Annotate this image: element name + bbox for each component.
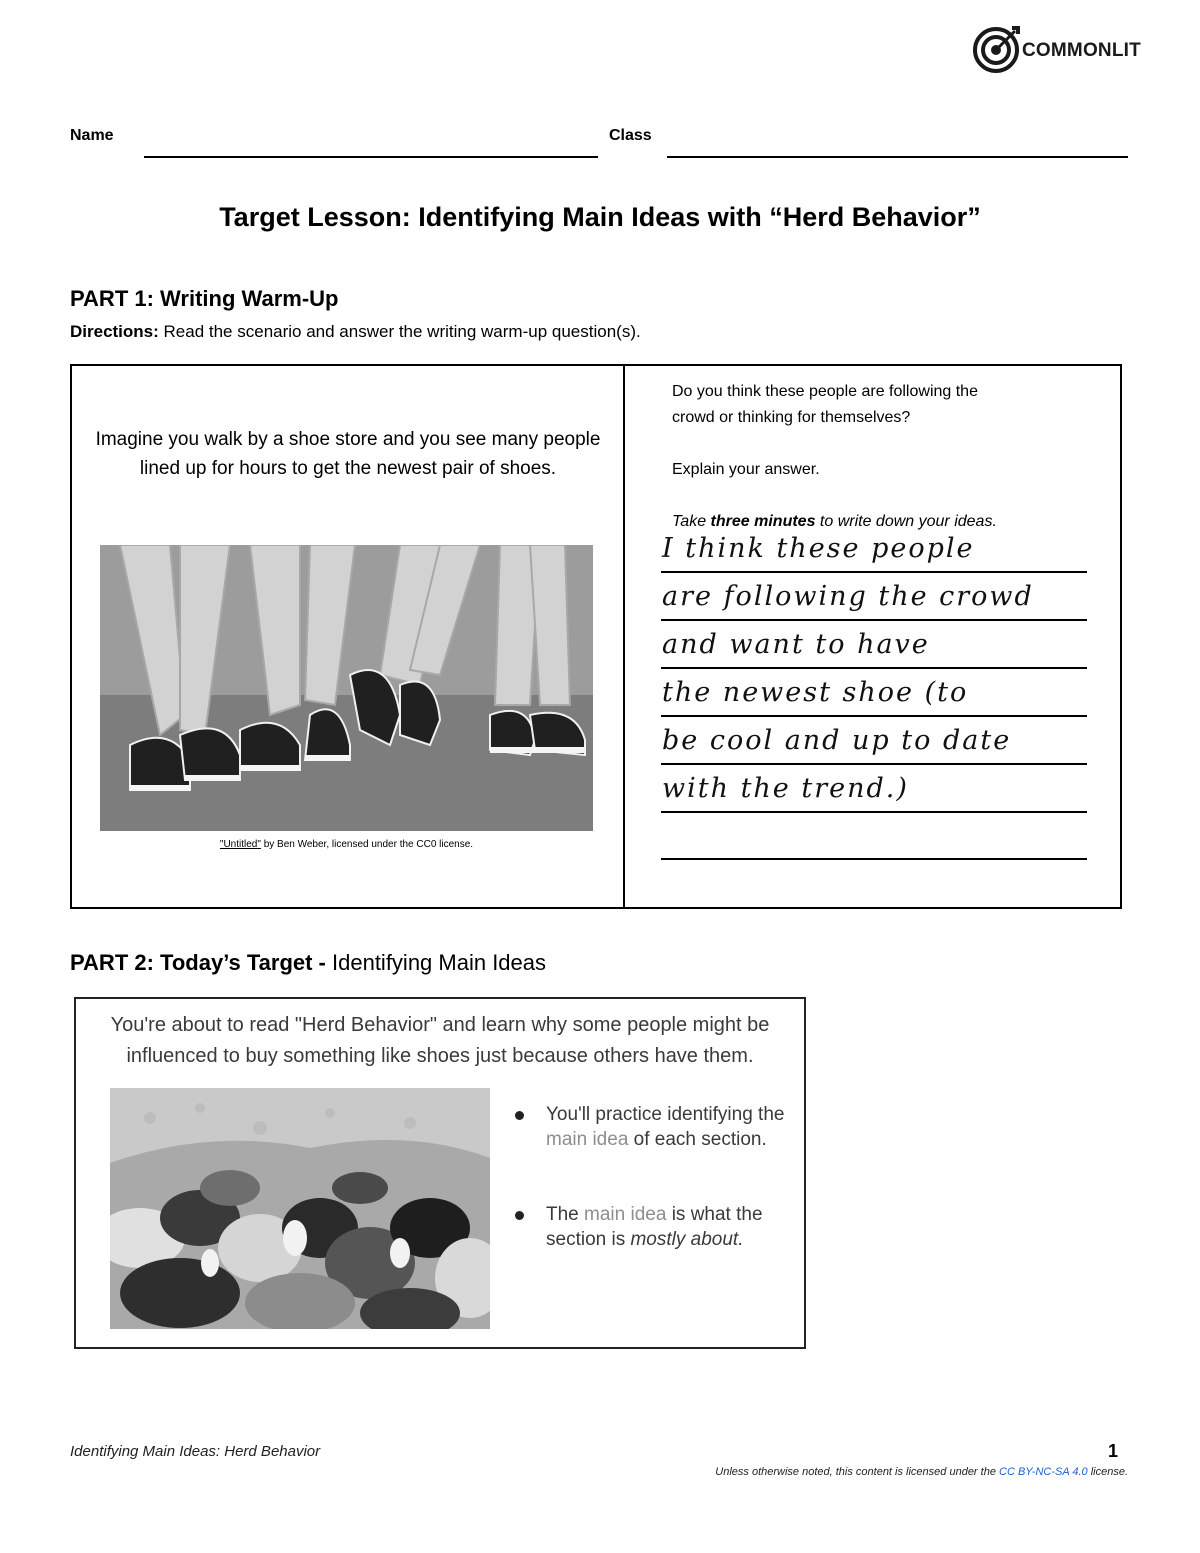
bullet2-highlight: main idea [584,1204,667,1225]
bullet-1 [546,1102,796,1152]
answer-rule-5[interactable] [661,763,1087,765]
sneakers-photo [100,545,593,831]
part2-heading [70,950,546,976]
answer-line-3: and want to have [662,629,930,660]
license-note [600,1466,1128,1478]
directions [70,322,641,342]
directions-label: Directions: [70,322,159,341]
page-title: Target Lesson: Identifying Main Ideas with “Herd Behavior” [219,202,981,232]
page-number: 1 [1108,1441,1119,1461]
photo-caption-credit: by Ben Weber, licensed under the CC0 license. [260,839,474,850]
license-prefix: Unless otherwise noted, this content is licensed under the [715,1466,999,1478]
warmup-divider [623,364,625,909]
answer-line-1: I think these people [662,533,975,564]
time-suffix: to write down your ideas. [815,513,997,530]
explain-text: Explain your answer. [672,461,820,478]
answer-rule-1[interactable] [661,571,1087,573]
class-field-line[interactable] [667,156,1128,158]
goats-photo [110,1088,490,1329]
bullet-2 [546,1202,796,1252]
bullet2-emphasis: mostly about. [630,1229,744,1250]
bullet2-text-b: is what the section is [546,1204,763,1250]
time-prefix: Take [672,513,711,530]
answer-rule-6[interactable] [661,811,1087,813]
bullet1-text-a: You'll practice identifying the [546,1104,785,1125]
name-label: Name [70,127,114,144]
bullet-dot-2 [515,1211,524,1220]
time-bold: three minutes [710,513,816,530]
answer-line-4: the newest shoe (to [662,677,969,708]
bullet2-text-a: The [546,1204,585,1225]
answer-line-2: are following the crowd [662,581,1034,612]
answer-line-5: be cool and up to date [662,725,1012,756]
license-link[interactable]: CC BY-NC-SA 4.0 [999,1466,1088,1478]
directions-text: Read the scenario and answer the writing warm-up question(s). [158,322,641,341]
scenario-text: Imagine you walk by a shoe store and you see many people lined up for hours to get the newest pair of shoes. [95,429,601,479]
question-line-1: Do you think these people are following the [672,383,978,400]
photo-caption-link[interactable]: "Untitled" [219,839,261,850]
answer-rule-2[interactable] [661,619,1087,621]
commonlit-target-icon [972,24,1022,74]
part2-heading-normal: Identifying Main Ideas [332,950,547,975]
bullet-dot-1 [515,1111,524,1120]
bullet1-text-b: of each section. [628,1129,767,1150]
photo-caption [100,839,593,850]
bullet1-highlight: main idea [546,1129,629,1150]
slide-heading: You're about to read "Herd Behavior" and learn why some people might be influenced to buy something like shoes just because others have them. [110,1014,770,1067]
question-line-2: crowd or thinking for themselves? [672,409,911,426]
answer-rule-4[interactable] [661,715,1087,717]
license-suffix: license. [1087,1466,1128,1478]
footer-title: Identifying Main Ideas: Herd Behavior [70,1443,321,1460]
commonlit-logo-text: COMMONLIT [1022,40,1141,61]
part2-heading-bold: PART 2: Today’s Target - [70,950,332,975]
answer-rule-3[interactable] [661,667,1087,669]
time-instruction [672,509,1102,535]
answer-rule-7[interactable] [661,858,1087,860]
name-field-line[interactable] [144,156,598,158]
part1-heading: PART 1: Writing Warm-Up [70,286,339,311]
answer-line-6: with the trend.) [662,773,909,804]
class-label: Class [609,127,652,144]
